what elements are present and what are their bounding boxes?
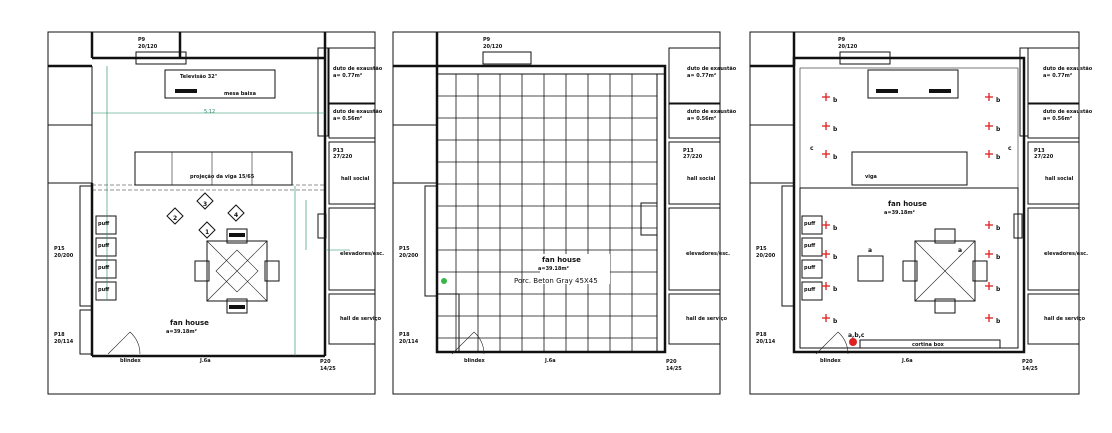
duct1-label: duto de exaustão <box>1043 66 1093 72</box>
tv-label: Televisão 32" <box>180 74 218 80</box>
duct1-area: a= 0.77m² <box>687 73 717 79</box>
pilar-br-dim: 14/25 <box>1022 366 1038 372</box>
duct1-label: duto de exaustão <box>687 66 737 72</box>
pilar-left-label: P15 <box>54 246 65 252</box>
circuit-b-label: b <box>996 97 1001 104</box>
circuit-b-label: b <box>996 126 1001 133</box>
ceiling-light-icon <box>985 93 993 101</box>
duct2-area: a= 0.56m² <box>333 116 363 122</box>
view-marker-4: 4 <box>234 212 239 219</box>
pilar-right-dim: 27/220 <box>333 154 353 160</box>
circuit-c-label: c <box>1008 145 1012 152</box>
pilar-bl-label: P18 <box>756 332 767 338</box>
pilar-right-label: P13 <box>1034 148 1045 154</box>
hall-social-label: hall social <box>1045 176 1074 182</box>
circuit-b-label: b <box>833 254 838 261</box>
elevator-label: elevadores/esc. <box>686 251 731 257</box>
pilar-top-dim: 20/120 <box>483 44 503 50</box>
puff-label: puff <box>98 243 110 249</box>
floor-tile-grid <box>437 74 657 352</box>
ceiling-light-icon <box>822 150 830 158</box>
duct2-area: a= 0.56m² <box>1043 116 1073 122</box>
room-name: fan house <box>888 200 927 208</box>
pilar-br-label: P20 <box>666 359 677 365</box>
duct1-area: a= 0.77m² <box>333 73 363 79</box>
service-hall-label: hall de serviço <box>1044 316 1086 322</box>
circuit-b-label: b <box>996 318 1001 325</box>
circuit-b-label: b <box>833 154 838 161</box>
panel-floor-plan <box>393 32 737 394</box>
circuit-b-label: b <box>833 318 838 325</box>
circuit-b-label: b <box>996 154 1001 161</box>
pilar-right-label: P13 <box>683 148 694 154</box>
view-marker-3: 3 <box>203 201 208 208</box>
window-label: J.6a <box>902 358 913 364</box>
elevator-label: elevadores/esc. <box>1044 251 1089 257</box>
ceiling-light-icon <box>822 282 830 290</box>
duct1-label: duto de exaustão <box>333 66 383 72</box>
ceiling-light-icon <box>822 93 830 101</box>
view-marker-1: 1 <box>205 229 210 236</box>
pilar-br-dim: 14/25 <box>320 366 336 372</box>
pilar-right-dim: 27/220 <box>1034 154 1054 160</box>
panel-lighting-plan <box>750 32 1093 394</box>
circuit-b-label: b <box>833 97 838 104</box>
pilar-top-dim: 20/120 <box>138 44 158 50</box>
ceiling-light-icon <box>822 221 830 229</box>
elevator-label: elevadores/esc. <box>340 251 385 257</box>
duct2-label: duto de exaustão <box>687 109 737 115</box>
view-marker-2: 2 <box>173 215 178 222</box>
room-name: fan house <box>170 319 209 327</box>
circuit-a-label: a <box>958 247 963 254</box>
pilar-top-label: P9 <box>838 37 846 43</box>
pilar-right-label: P13 <box>333 148 344 154</box>
hall-social-label: hall social <box>341 176 370 182</box>
pilar-left-label: P15 <box>756 246 767 252</box>
circuit-b-label: b <box>996 286 1001 293</box>
ceiling-light-icon <box>985 150 993 158</box>
duct2-label: duto de exaustão <box>333 109 383 115</box>
pilar-top-dim: 20/120 <box>838 44 858 50</box>
hall-social-label: hall social <box>687 176 716 182</box>
pilar-br-label: P20 <box>1022 359 1033 365</box>
pilar-br-label: P20 <box>320 359 331 365</box>
ceiling-light-icon <box>822 122 830 130</box>
pilar-right-dim: 27/220 <box>683 154 703 160</box>
pilar-top-label: P9 <box>483 37 491 43</box>
blinder-label: blindex <box>820 358 841 364</box>
ceiling-light-icon <box>985 221 993 229</box>
blinder-label: blindex <box>464 358 485 364</box>
ceiling-light-icon <box>985 314 993 322</box>
circuit-b-label: b <box>833 126 838 133</box>
beam-label: viga <box>865 174 877 180</box>
circuit-b-label: b <box>996 225 1001 232</box>
puff-label: puff <box>98 287 110 293</box>
panel-furniture-layout <box>48 32 384 394</box>
room-area: a=39.18m² <box>166 329 197 335</box>
puff-label: puff <box>804 243 816 249</box>
beam-projection-label: projeção da viga 15/65 <box>190 174 255 180</box>
ceiling-light-icon <box>985 282 993 290</box>
room-area: a=39.18m² <box>884 210 915 216</box>
circuit-c-label: c <box>810 145 814 152</box>
blinder-label: blindex <box>120 358 141 364</box>
pilar-left-dim: 20/200 <box>756 253 776 259</box>
circuit-a-label: a <box>868 247 873 254</box>
pilar-bl-dim: 20/114 <box>399 339 419 345</box>
pilar-br-dim: 14/25 <box>666 366 682 372</box>
service-hall-label: hall de serviço <box>340 316 382 322</box>
pilar-bl-dim: 20/114 <box>756 339 776 345</box>
pilar-left-dim: 20/200 <box>399 253 419 259</box>
pilar-left-label: P15 <box>399 246 410 252</box>
room-area: a=39.18m² <box>538 266 569 272</box>
duct1-area: a= 0.77m² <box>1043 73 1073 79</box>
pilar-bl-label: P18 <box>399 332 410 338</box>
pilar-bl-label: P18 <box>54 332 65 338</box>
circuit-b-label: b <box>996 254 1001 261</box>
floor-finish-label: Porc. Beton Gray 45X45 <box>514 277 598 285</box>
ceiling-light-icon <box>985 122 993 130</box>
pilar-bl-dim: 20/114 <box>54 339 74 345</box>
duct2-area: a= 0.56m² <box>687 116 717 122</box>
room-name: fan house <box>542 256 581 264</box>
puff-label: puff <box>98 265 110 271</box>
puff-label: puff <box>804 287 816 293</box>
ceiling-light-icon <box>822 314 830 322</box>
drain-marker <box>441 278 447 284</box>
pilar-top-label: P9 <box>138 37 146 43</box>
pilar-left-dim: 20/200 <box>54 253 74 259</box>
circuit-b-label: b <box>833 286 838 293</box>
switch-icon <box>849 338 857 346</box>
width-dimension: 5.12 <box>204 109 216 115</box>
duct2-label: duto de exaustão <box>1043 109 1093 115</box>
ceiling-light-icon <box>985 250 993 258</box>
circuit-b-label: b <box>833 225 838 232</box>
panel-frame <box>393 32 720 394</box>
table-label: mesa baixa <box>224 91 256 97</box>
puff-label: puff <box>98 221 110 227</box>
puff-label: puff <box>804 265 816 271</box>
puff-label: puff <box>804 221 816 227</box>
service-hall-label: hall de serviço <box>686 316 728 322</box>
window-label: J.6a <box>200 358 211 364</box>
window-label: J.6a <box>545 358 556 364</box>
switch-label: a,b,c <box>848 332 865 339</box>
ceiling-light-icon <box>822 250 830 258</box>
curtain-box-label: cortina box <box>912 342 944 348</box>
